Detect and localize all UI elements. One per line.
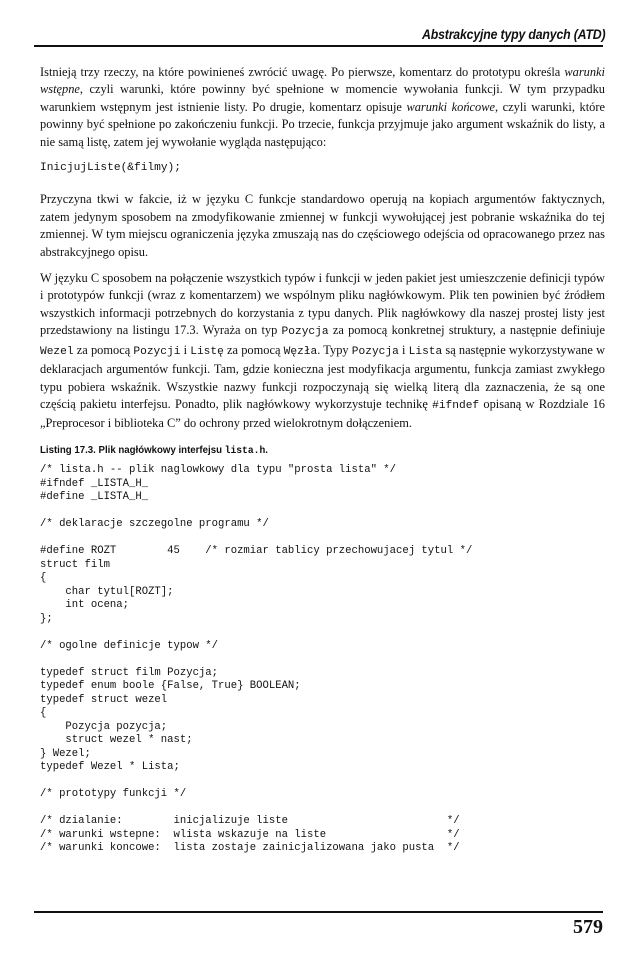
emphasis: warunki końcowe bbox=[406, 99, 495, 114]
code-call-example: InicjujListe(&filmy); bbox=[40, 162, 181, 175]
inline-code: Lista bbox=[408, 345, 443, 358]
emphasis: warunki wstępne bbox=[40, 65, 605, 97]
inline-code: Wezel bbox=[40, 345, 74, 358]
text: za pomocą bbox=[223, 342, 284, 357]
text: . Typy bbox=[317, 342, 352, 357]
page-number: 579 bbox=[573, 916, 603, 938]
inline-code: Pozycja bbox=[281, 326, 329, 339]
listing-caption bbox=[40, 442, 560, 460]
inline-code: Pozycji bbox=[133, 345, 181, 358]
inline-code: #ifndef bbox=[432, 399, 480, 412]
page-body bbox=[40, 64, 605, 856]
text: i bbox=[398, 342, 409, 357]
paragraph-1 bbox=[40, 64, 605, 151]
text: , czyli warunki, które powinny być spełnione w momencie wywołania funkcji. W tym przypadku warunkiem wstępnym jest istnienie listy. Po drugie, komentarz opisuje bbox=[40, 82, 605, 114]
text: i bbox=[180, 342, 191, 357]
footer-rule bbox=[34, 911, 603, 913]
text: Istnieją trzy rzeczy, na które powinieneś zwrócić uwagę. Po pierwsze, komentarz do prototypu określa bbox=[40, 65, 565, 79]
text: są następnie wykorzystywane w deklaracjach argumentów funkcji. Tam, gdzie konieczna jest modyfikacja argumentu, funkcja zamiast zwykłego typu pobiera wskaźnik. Wszystkie nazwy funkcji rozpoczynają się wielką literą dla zaznaczenia, że są one częścią pakietu interfejsu. Ponadto, plik nagłówkowy wykorzystuje technikę bbox=[40, 342, 606, 411]
header-rule bbox=[34, 45, 603, 47]
listing-caption-label: Listing 17.3. Plik nagłówkowy interfejsu bbox=[40, 443, 225, 456]
listing-caption-suffix: . bbox=[265, 443, 268, 456]
text: opisaną w Rozdziale 16 „Preprocesor i biblioteka C” do ochrony przed wielokrotnym dołączeniem. bbox=[40, 396, 605, 431]
text: W języku C sposobem na połączenie wszystkich typów i funkcji w jeden pakiet jest umieszczenie definicji typów i prototypów funkcji (wraz z komentarzem) we wspólnym pliku nagłówkowym. Plik ten powinien być źródłem wszystkich informacji potrzebnych do korzystania z typu danych. Plik nagłówkowy dla naszej prostej listy jest przedstawiony na listingu 17.3. Wyraża on typ bbox=[40, 271, 605, 338]
listing-caption-filename: lista.h bbox=[224, 444, 266, 457]
text: za pomocą bbox=[73, 342, 134, 357]
inline-code: Listę bbox=[190, 345, 224, 358]
paragraph-2: Przyczyna tkwi w fakcie, iż w języku C funkcje standardowo operują na kopiach argumentów faktycznych, zatem jedynym sposobem na zmodyfikowanie zmiennej w funkcji wywołującej jest pobranie wskaźnika do tej zmiennej. W tym miejscu ograniczenia języka zmuszają nas do częściowego odejścia od opracowanego przez nas abstrakcyjnego opisu. bbox=[40, 192, 605, 259]
code-listing: /* lista.h -- plik naglowkowy dla typu "prosta lista" */ #ifndef _LISTA_H_ #define _LISTA_H_ /* deklaracje szczegolne programu */ #define ROZT 45 /* rozmiar tablicy przechowujacej tytul */ struct film { char tytul[ROZT]; int ocena; }; /* ogolne definicje typow */ typedef struct film Pozycja; typedef enum boole {False, True} BOOLEAN; typedef struct wezel { Pozycja pozycja; struct wezel * nast; } Wezel; typedef Wezel * Lista; /* prototypy funkcji */ /* dzialanie: inicjalizuje liste */ /* warunki wstepne: wlista wskazuje na liste */ /* warunki koncowe: lista zostaje zainicjalizowana jako pusta */ bbox=[40, 464, 473, 855]
running-header-title: Abstrakcyjne typy danych (ATD) bbox=[421, 26, 605, 42]
text: za pomocą konkretnej struktury, a następnie definiuje bbox=[328, 323, 605, 338]
inline-code: Węzła bbox=[283, 345, 318, 358]
text: , czyli warunki, które powinny być spełnione po zakończeniu funkcji. Po trzecie, funkcja przyjmuje jako argument wskaźnik do listy, a nie samą listę, zatem jej wywołanie wygląda następująco: bbox=[40, 99, 605, 149]
inline-code: Pozycja bbox=[351, 345, 399, 358]
paragraph-3 bbox=[40, 270, 605, 433]
